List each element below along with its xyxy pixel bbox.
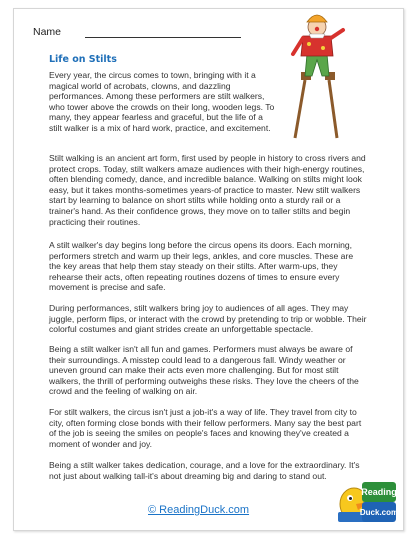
worksheet-title: Life on Stilts bbox=[49, 54, 117, 65]
paragraph-3: A stilt walker's day begins long before the circus opens its doors. Each morning, performers stretch and warm up their legs, ankles, and core muscles. These are the key areas that help them stay steady on their stilts. After warm-ups, they rehearse their acts, often repeating routines dozens of times to ensure every movement is precise and safe. bbox=[49, 240, 354, 293]
paragraph-6: For stilt walkers, the circus isn't just a job-it's a way of life. They travel from city to city, often forming close bonds with their fellow performers. Many say the best part of the job is seeing the smiles on people's faces and knowing they've created a moment of wonder and joy. bbox=[49, 407, 362, 449]
svg-text:Duck.com: Duck.com bbox=[359, 508, 398, 517]
paragraph-2: Stilt walking is an ancient art form, first used by people in history to cross rivers and protect crops. Today, stilt walkers amaze audiences with their high-energy routines, often blending comedy, dance, and incredible balance. Walking on stilts might look easy, but it takes months-sometimes years-of practice to master. New stilt walkers start by learning to balance on short stilts while holding onto a sturdy rail or a trainer's hand. As their confidence grows, they move on to taller stilts and begin practicing their routines. bbox=[49, 153, 366, 227]
svg-text:Reading: Reading bbox=[361, 487, 397, 497]
name-line bbox=[85, 37, 241, 38]
stilt-walker-clown-illustration bbox=[285, 10, 355, 140]
readingduck-link[interactable]: © ReadingDuck.com bbox=[148, 504, 250, 516]
paragraph-7: Being a stilt walker takes dedication, courage, and a love for the extraordinary. It's not just about walking tall-it's about dreaming big and daring to stand out. bbox=[49, 460, 360, 481]
reading-duck-logo bbox=[336, 474, 398, 528]
paragraph-1: Every year, the circus comes to town, bringing with it a magical world of acrobats, clowns, and dazzling performances. Among these performers are stilt walkers, who tower above the crowds on their long, wooden legs. To many, they appear fearless and graceful, but the life of a stilt walker is a mix of hard work, practice, and excitement. bbox=[49, 70, 275, 133]
paragraph-4: During performances, stilt walkers bring joy to audiences of all ages. They may juggle, perform flips, or interact with the crowd by pretending to trip or wobble. Their colorful costumes and giant strides create an unforgettable spectacle. bbox=[49, 303, 367, 335]
paragraph-5: Being a stilt walker isn't all fun and games. Performers must always be aware of their surroundings. A misstep could lead to a dangerous fall. Windy weather or uneven ground can make their acts even more challenging. But for most stilt walkers, the thrill of performing outweighs these risks. They love the cheers of the crowd and the feeling of walking on air. bbox=[49, 344, 359, 397]
name-label: Name bbox=[33, 26, 62, 38]
